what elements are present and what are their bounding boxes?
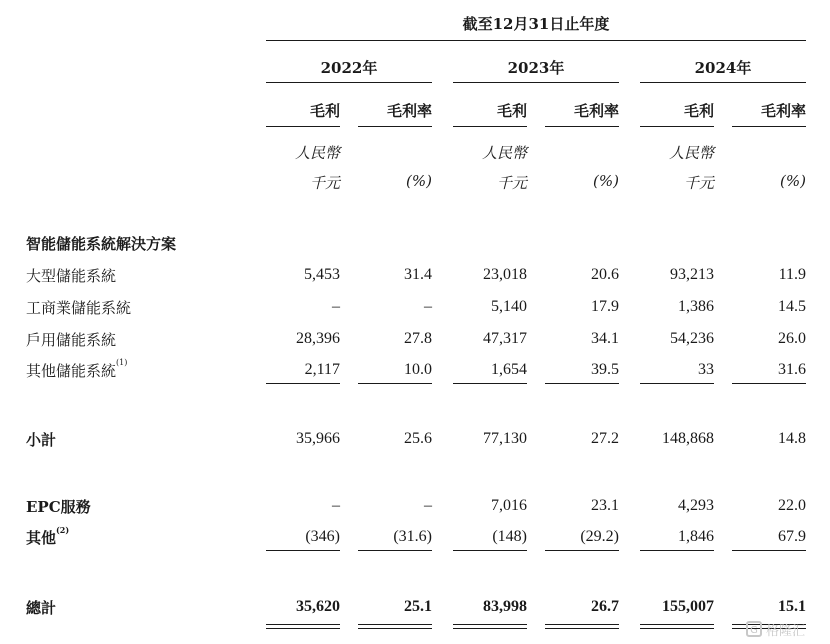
margin-cell: (29.2) — [580, 528, 619, 545]
row-label — [26, 329, 116, 350]
gross-profit-cell: 54,236 — [670, 330, 714, 347]
gross-profit-cell: – — [332, 298, 340, 315]
gross-profit-cell: 28,396 — [296, 330, 340, 347]
subtotal-line — [732, 383, 806, 384]
gross-profit-cell: (346) — [305, 528, 340, 545]
margin-cell: 20.6 — [591, 266, 619, 283]
gross-profit-cell: 77,130 — [483, 430, 527, 447]
row-label — [26, 429, 56, 450]
pre-total-line — [545, 550, 619, 551]
watermark — [746, 618, 824, 640]
gross-profit-cell: 1,386 — [678, 298, 714, 315]
year-header-2024: 2024年 — [694, 59, 752, 77]
row-label-text: 總計 — [26, 599, 57, 617]
margin-cell: – — [424, 497, 432, 514]
margin-cell: 25.1 — [404, 598, 432, 615]
margin-cell: 23.1 — [591, 497, 619, 514]
margin-cell: 67.9 — [778, 528, 806, 545]
gross-profit-cell: 35,966 — [296, 430, 340, 447]
margin-cell: 10.0 — [404, 361, 432, 378]
margin-cell: 15.1 — [778, 598, 806, 615]
margin-cell: 14.8 — [778, 430, 806, 447]
year-underline-2022 — [266, 82, 432, 83]
row-label-text: 工商業儲能系統 — [26, 299, 132, 317]
margin-cell: 26.7 — [591, 598, 619, 615]
row-label — [26, 265, 116, 286]
year-underline-2024 — [640, 82, 806, 83]
margin-cell: 39.5 — [591, 361, 619, 378]
footnote-marker: (1) — [116, 358, 128, 367]
col-underline — [545, 126, 619, 127]
pre-total-line — [266, 550, 340, 551]
unit-percent: (%) — [780, 172, 806, 190]
col-underline — [732, 126, 806, 127]
margin-cell: – — [424, 298, 432, 315]
pre-total-line — [358, 550, 432, 551]
unit-rmb: 人民幣 — [294, 144, 340, 162]
row-label-text: 其他 — [26, 529, 57, 547]
gross-profit-cell: 47,317 — [483, 330, 527, 347]
gross-profit-cell: (148) — [492, 528, 527, 545]
subtotal-line — [453, 383, 527, 384]
year-header-2022: 2022年 — [320, 59, 378, 77]
unit-thousand: 千元 — [309, 174, 340, 192]
row-label-text: 小計 — [26, 431, 57, 449]
unit-thousand: 千元 — [496, 174, 527, 192]
total-double-line — [453, 624, 527, 629]
row-label — [26, 233, 176, 254]
watermark-text: 格隆汇 — [766, 623, 806, 639]
margin-cell: 22.0 — [778, 497, 806, 514]
row-label — [26, 360, 127, 381]
pre-total-line — [453, 550, 527, 551]
gross-profit-cell: 33 — [698, 361, 714, 378]
row-label-text: 其他儲能系統 — [26, 362, 117, 380]
col-underline — [453, 126, 527, 127]
unit-rmb: 人民幣 — [668, 144, 714, 162]
gross-profit-cell: 4,293 — [678, 497, 714, 514]
row-label-text: 戶用儲能系統 — [26, 331, 117, 349]
subtotal-line — [545, 383, 619, 384]
gross-profit-cell: 5,453 — [304, 266, 340, 283]
col-header-margin: 毛利率 — [386, 102, 432, 120]
year-header-2023: 2023年 — [507, 59, 565, 77]
gross-profit-cell: – — [332, 497, 340, 514]
gross-profit-cell: 93,213 — [670, 266, 714, 283]
unit-percent: (%) — [406, 172, 432, 190]
margin-cell: 31.6 — [778, 361, 806, 378]
total-double-line — [358, 624, 432, 629]
col-header-gross-profit: 毛利 — [683, 102, 714, 120]
col-underline — [266, 126, 340, 127]
gross-profit-cell: 5,140 — [491, 298, 527, 315]
year-underline-2023 — [453, 82, 619, 83]
row-label — [26, 527, 69, 548]
margin-cell: 17.9 — [591, 298, 619, 315]
margin-cell: 25.6 — [404, 430, 432, 447]
gross-profit-cell: 2,117 — [304, 361, 340, 378]
watermark-logo-icon: G — [746, 621, 762, 637]
subtotal-line — [266, 383, 340, 384]
period-header: 截至12月31日止年度 — [462, 15, 610, 33]
row-label-text: EPC服務 — [26, 498, 91, 516]
row-label-text: 大型儲能系統 — [26, 267, 117, 285]
margin-cell: (31.6) — [393, 528, 432, 545]
total-double-line — [640, 624, 714, 629]
gross-profit-cell: 148,868 — [662, 430, 714, 447]
col-underline — [640, 126, 714, 127]
row-label — [26, 597, 56, 618]
col-header-gross-profit: 毛利 — [309, 102, 340, 120]
row-label-text: 智能儲能系統解決方案 — [26, 235, 177, 253]
margin-cell: 27.8 — [404, 330, 432, 347]
col-header-gross-profit: 毛利 — [496, 102, 527, 120]
pre-total-line — [732, 550, 806, 551]
col-header-margin: 毛利率 — [760, 102, 806, 120]
gross-profit-cell: 35,620 — [296, 598, 340, 615]
col-header-margin: 毛利率 — [573, 102, 619, 120]
gross-profit-cell: 1,846 — [678, 528, 714, 545]
row-label — [26, 496, 91, 517]
row-label — [26, 297, 131, 318]
total-double-line — [266, 624, 340, 629]
unit-rmb: 人民幣 — [481, 144, 527, 162]
total-double-line — [545, 624, 619, 629]
gross-profit-cell: 83,998 — [483, 598, 527, 615]
margin-cell: 26.0 — [778, 330, 806, 347]
margin-cell: 31.4 — [404, 266, 432, 283]
col-underline — [358, 126, 432, 127]
gross-profit-cell: 155,007 — [662, 598, 714, 615]
margin-cell: 34.1 — [591, 330, 619, 347]
unit-thousand: 千元 — [683, 174, 714, 192]
margin-cell: 27.2 — [591, 430, 619, 447]
subtotal-line — [358, 383, 432, 384]
subtotal-line — [640, 383, 714, 384]
gross-profit-cell: 23,018 — [483, 266, 527, 283]
margin-cell: 14.5 — [778, 298, 806, 315]
gross-profit-cell: 7,016 — [491, 497, 527, 514]
gross-profit-cell: 1,654 — [491, 361, 527, 378]
pre-total-line — [640, 550, 714, 551]
unit-percent: (%) — [593, 172, 619, 190]
margin-cell: 11.9 — [778, 266, 806, 283]
footnote-marker: (2) — [56, 525, 70, 535]
period-underline — [266, 40, 806, 41]
